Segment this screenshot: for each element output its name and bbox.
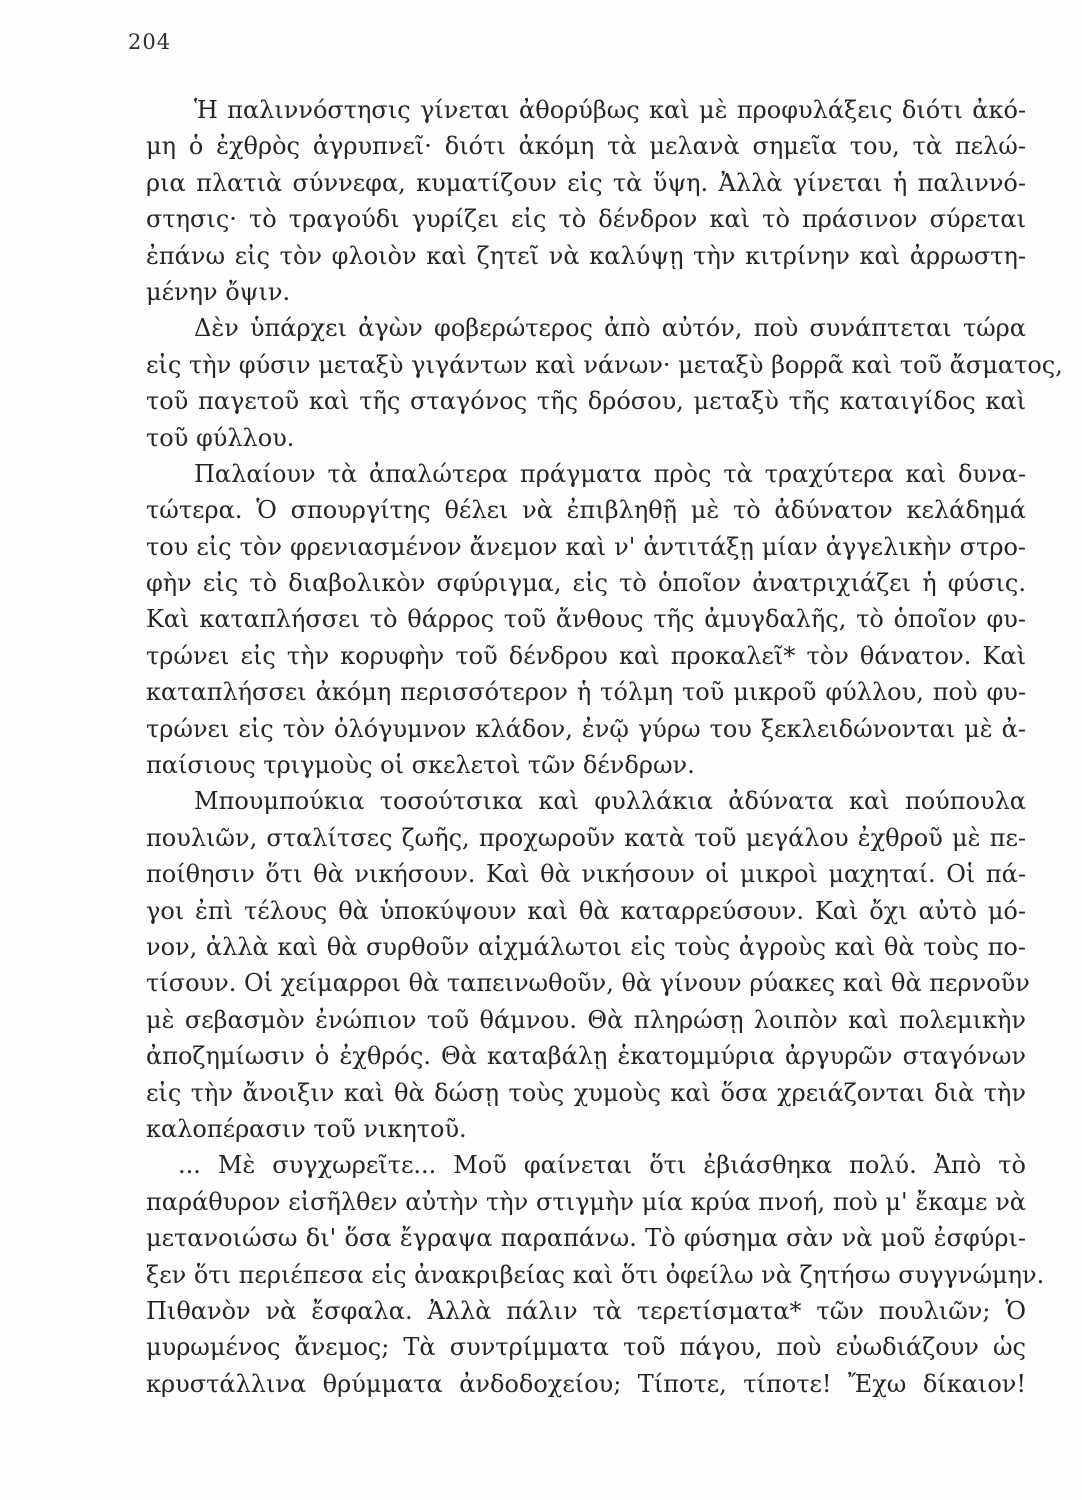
- text-line: μὲ σεβασμὸν ἐνώπιον τοῦ θάμνου. Θὰ πληρώσῃ λοιπὸν καὶ πολεμικὴν: [146, 1005, 1026, 1034]
- text-line: τοῦ φύλλου.: [146, 423, 295, 452]
- text-line: τρώνει εἰς τὸν ὀλόγυμνον κλάδον, ἐνῷ γύρω του ξεκλειδώνονται μὲ ἀ-: [146, 714, 1026, 743]
- text-line: Ἡ παλιννόστησις γίνεται ἀθορύβως καὶ μὲ προφυλάξεις διότι ἀκό-: [194, 96, 1026, 124]
- text-line: Μπουμπούκια τοσούτσικα καὶ φυλλάκια ἀδύνατα καὶ πούπουλα: [194, 787, 1026, 816]
- text-line: μετανοιώσω δι' ὅσα ἔγραψα παραπάνω. Τὸ φύσημα σὰν νὰ μοῦ ἐσφύρι-: [146, 1224, 1026, 1253]
- text-line: ... Μὲ συγχωρεῖτε... Μοῦ φαίνεται ὅτι ἐβιάσθηκα πολύ. Ἀπὸ τὸ: [178, 1151, 1026, 1180]
- page-number: 204: [128, 30, 172, 54]
- text-line: τρώνει εἰς τὴν κορυφὴν τοῦ δένδρου καὶ προκαλεῖ* τὸν θάνατον. Καὶ: [146, 641, 1026, 670]
- text-line: γοι ἐπὶ τέλους θὰ ὑποκύψουν καὶ θὰ καταρρεύσουν. Καὶ ὄχι αὐτὸ μό-: [146, 896, 1026, 925]
- text-line: ποίθησιν ὅτι θὰ νικήσουν. Καὶ θὰ νικήσουν οἱ μικροὶ μαχηταί. Οἱ πά-: [146, 860, 1026, 889]
- body-text: [146, 92, 1063, 1402]
- text-line: τώτερα. Ὁ σπουργίτης θέλει νὰ ἐπιβληθῇ μὲ τὸ ἀδύνατον κελάδημά: [146, 496, 1026, 525]
- text-line: ἐπάνω εἰς τὸν φλοιὸν καὶ ζητεῖ νὰ καλύψῃ τὴν κιτρίνην καὶ ἀρρωστη-: [146, 241, 1026, 270]
- text-line: καταπλήσσει ἀκόμη περισσότερον ἡ τόλμη τοῦ μικροῦ φύλλου, ποὺ φυ-: [146, 678, 1026, 707]
- text-line: εἰς τὴν φύσιν μεταξὺ γιγάντων καὶ νάνων· μεταξὺ βορρᾶ καὶ τοῦ ἄσματος,: [146, 350, 1063, 379]
- text-line: καλοπέρασιν τοῦ νικητοῦ.: [146, 1114, 467, 1143]
- text-line: νον, ἀλλὰ καὶ θὰ συρθοῦν αἰχμάλωτοι εἰς τοὺς ἀγροὺς καὶ θὰ τοὺς πο-: [146, 932, 1026, 961]
- text-line: Πιθανὸν νὰ ἔσφαλα. Ἀλλὰ πάλιν τὰ τερετίσματα* τῶν πουλιῶν; Ὁ: [146, 1296, 1026, 1325]
- text-line: φὴν εἰς τὸ διαβολικὸν σφύριγμα, εἰς τὸ ὁποῖον ἀνατριχιάζει ἡ φύσις.: [146, 569, 1026, 598]
- text-line: στησις· τὸ τραγούδι γυρίζει εἰς τὸ δένδρον καὶ τὸ πράσινον σύρεται: [146, 205, 1026, 234]
- text-line: παράθυρον εἰσῆλθεν αὐτὴν τὴν στιγμὴν μία κρύα πνοή, ποὺ μ' ἔκαμε νὰ: [146, 1187, 1026, 1216]
- text-line: παίσιους τριγμοὺς οἱ σκελετοὶ τῶν δένδρων.: [146, 751, 695, 780]
- text-line: μένην ὄψιν.: [146, 277, 291, 306]
- text-line: εἰς τὴν ἄνοιξιν καὶ θὰ δώσῃ τοὺς χυμοὺς καὶ ὅσα χρειάζονται διὰ τὴν: [146, 1078, 1026, 1107]
- text-line: του εἰς τὸν φρενιασμένον ἄνεμον καὶ ν' ἀντιτάξῃ μίαν ἀγγελικὴν στρο-: [146, 532, 1026, 561]
- text-line: ξεν ὅτι περιέπεσα εἰς ἀνακριβείας καὶ ὅτι ὀφείλω νὰ ζητήσω συγγνώμην.: [146, 1260, 1045, 1289]
- text-line: πουλιῶν, σταλίτσες ζωῆς, προχωροῦν κατὰ τοῦ μεγάλου ἐχθροῦ μὲ πε-: [146, 823, 1026, 852]
- text-line: μυρωμένος ἄνεμος; Τὰ συντρίμματα τοῦ πάγου, ποὺ εὐωδιάζουν ὡς: [146, 1333, 1026, 1362]
- text-line: ρια πλατιὰ σύννεφα, κυματίζουν εἰς τὰ ὕψη. Ἀλλὰ γίνεται ἡ παλιννό-: [146, 168, 1026, 197]
- text-line: τοῦ παγετοῦ καὶ τῆς σταγόνος τῆς δρόσου, μεταξὺ τῆς καταιγίδος καὶ: [146, 387, 1026, 416]
- text-line: κρυστάλλινα θρύμματα ἀνδοδοχείου; Τίποτε, τίποτε! Ἔχω δίκαιον!: [146, 1369, 1026, 1398]
- text-line: Καὶ καταπλήσσει τὸ θάρρος τοῦ ἄνθους τῆς ἀμυγδαλῆς, τὸ ὁποῖον φυ-: [146, 605, 1026, 634]
- text-line: μη ὁ ἐχθρὸς ἀγρυπνεῖ· διότι ἀκόμη τὰ μελανὰ σημεῖα του, τὰ πελώ-: [146, 132, 1026, 161]
- text-line: ἀποζημίωσιν ὁ ἐχθρός. Θὰ καταβάλῃ ἑκατομμύρια ἀργυρῶν σταγόνων: [146, 1042, 1026, 1071]
- text-line: Παλαίουν τὰ ἀπαλώτερα πράγματα πρὸς τὰ τραχύτερα καὶ δυνα-: [194, 459, 1026, 488]
- text-line: Δὲν ὑπάρχει ἀγὼν φοβερώτερος ἀπὸ αὐτόν, ποὺ συνάπτεται τώρα: [194, 314, 1026, 343]
- text-line: τίσουν. Οἱ χείμαρροι θὰ ταπεινωθοῦν, θὰ γίνουν ρύακες καὶ θὰ περνοῦν: [146, 969, 1030, 998]
